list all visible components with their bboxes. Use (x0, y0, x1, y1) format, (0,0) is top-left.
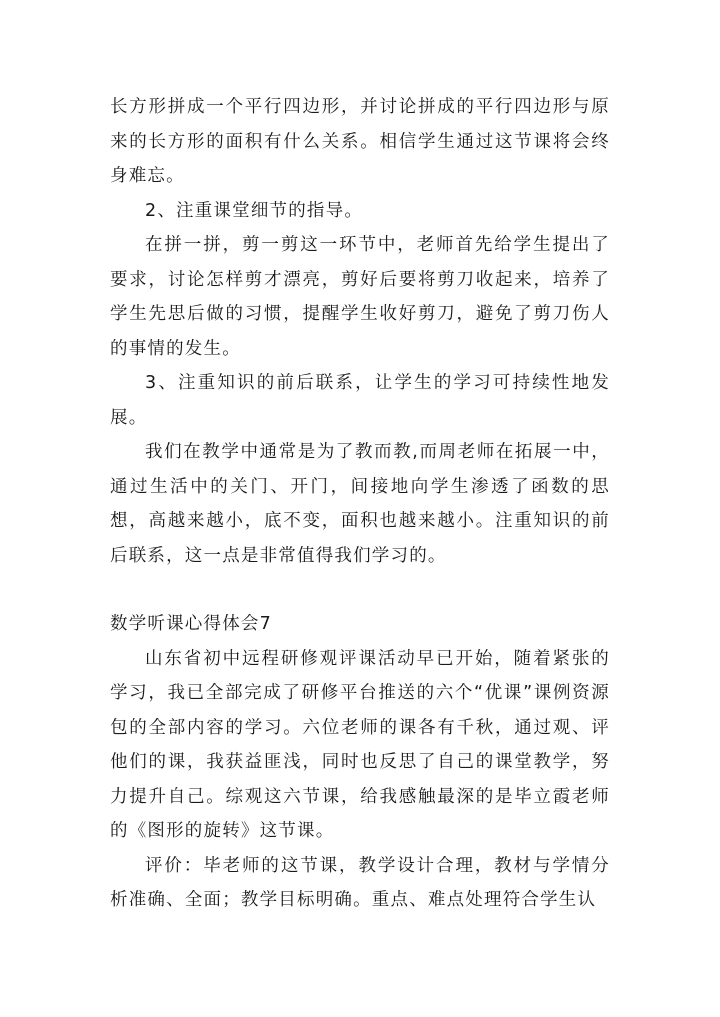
document-body (110, 90, 610, 918)
paragraph-knowledge-connection: 我们在教学中通常是为了教而教,而周老师在拓展一中，通过生活中的关门、开门，间接地向学生渗透了函数的思想，高越来越小，底不变，面积也越来越小。注重知识的前后联系，这一点是非常值得我们学习的。 (110, 442, 610, 566)
paragraph-point-3: 3、注重知识的前后联系，让学生的学习可持续性地发展。 (110, 373, 610, 428)
section-heading: 数学听课心得体会7 (110, 614, 272, 634)
paragraph-continued: 长方形拼成一个平行四边形，并讨论拼成的平行四边形与原来的长方形的面积有什么关系。相信学生通过这节课将会终身难忘。 (110, 97, 610, 186)
paragraph-intro: 山东省初中远程研修观评课活动早已开始，随着紧张的学习，我已全部完成了研修平台推送的六个“优课”课例资源包的全部内容的学习。六位老师的课各有千秋，通过观、评他们的课，我获益匪浅，同时也反思了自己的课堂教学，努力提升自己。综观这六节课，给我感触最深的是毕立霞老师的《图形的旋转》这节课。 (110, 648, 610, 841)
paragraph-evaluation: 评价：毕老师的这节课，教学设计合理，教材与学情分析准确、全面；教学目标明确。重点、难点处理符合学生认 (110, 855, 610, 910)
paragraph-point-2: 2、注重课堂细节的指导。 (145, 200, 364, 221)
paragraph-cutting-activity: 在拼一拼，剪一剪这一环节中，老师首先给学生提出了要求，讨论怎样剪才漂亮，剪好后要将剪刀收起来，培养了学生先思后做的习惯，提醒学生收好剪刀，避免了剪刀伤人的事情的发生。 (110, 235, 610, 359)
